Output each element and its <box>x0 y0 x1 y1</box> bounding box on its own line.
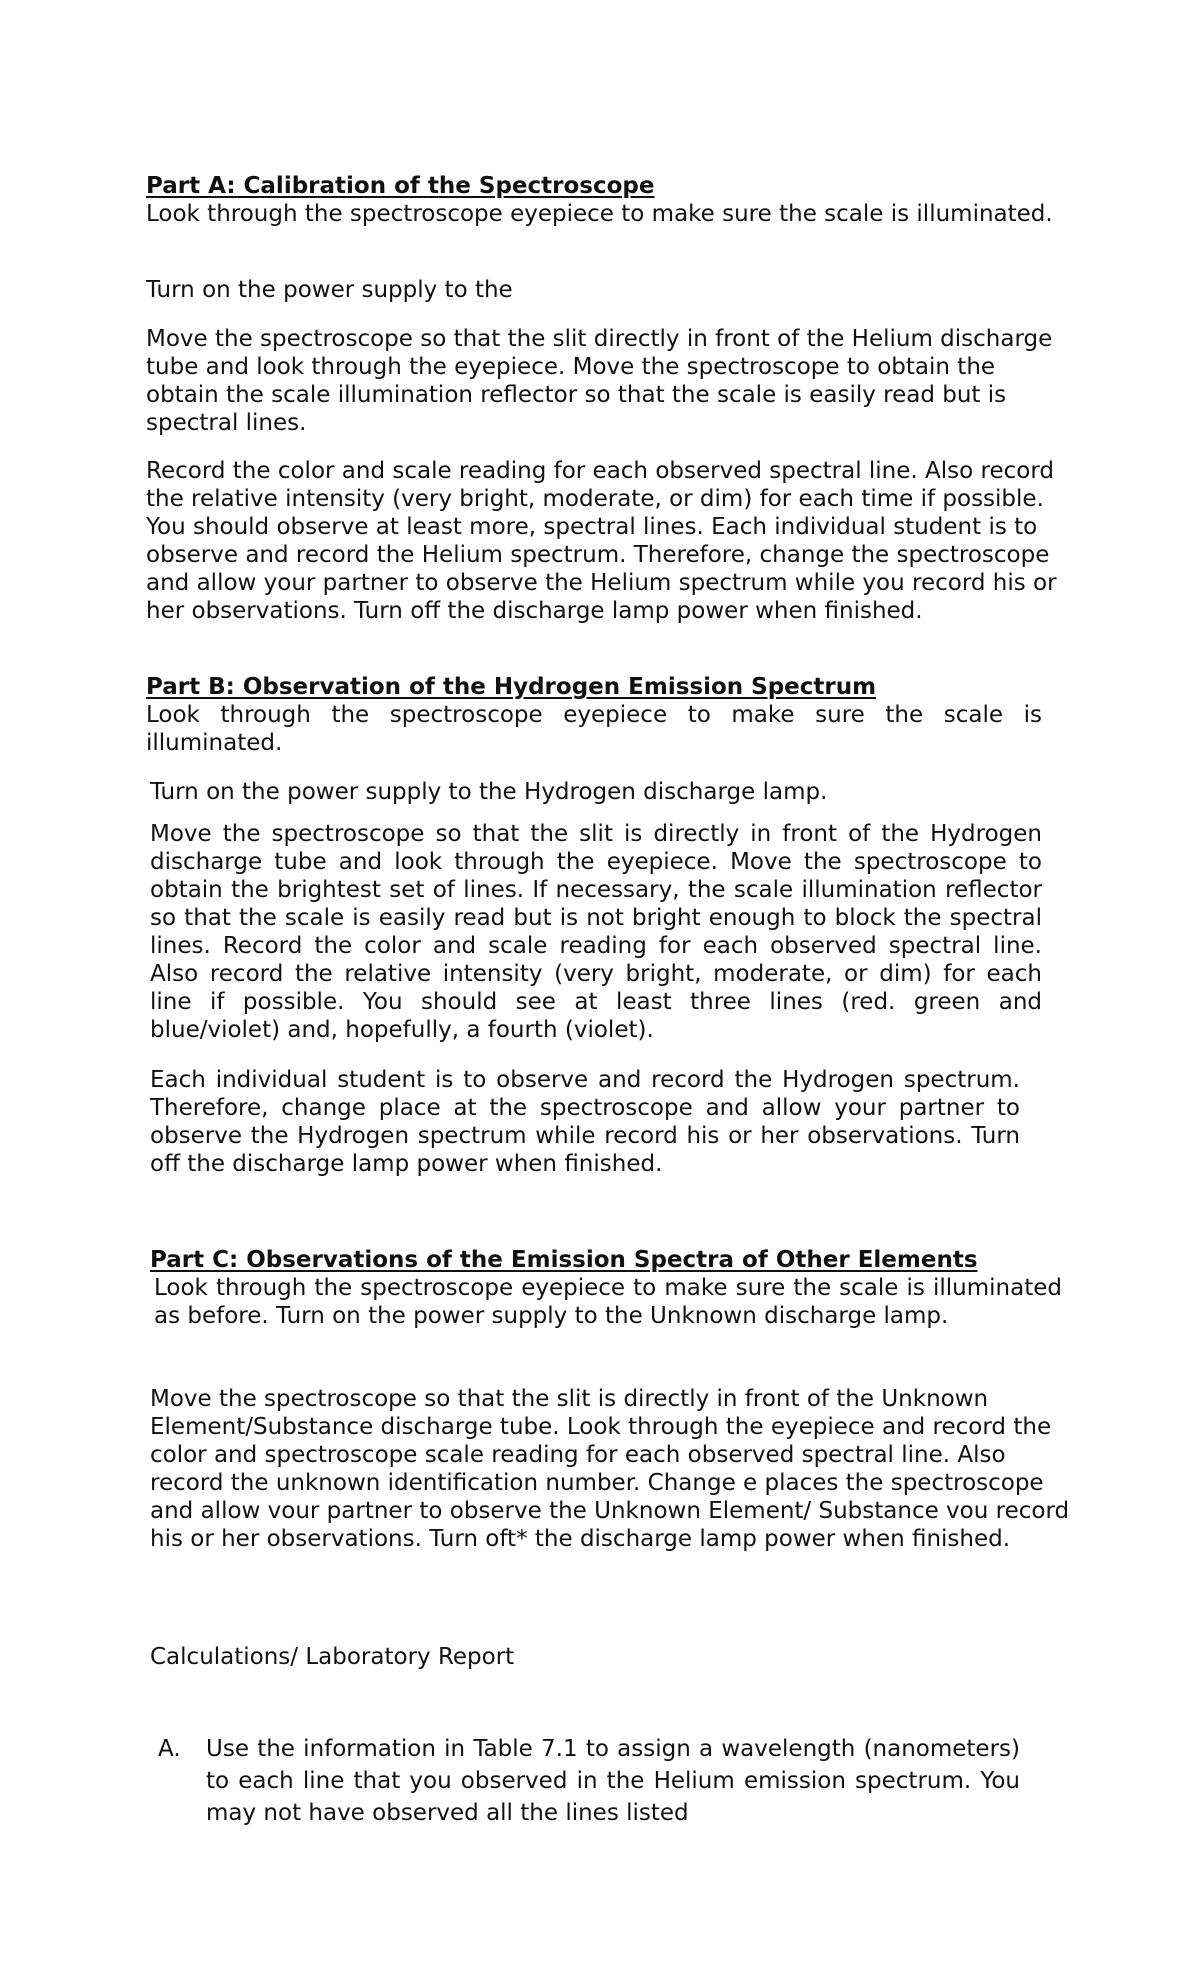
calculations-title: Calculations/ Laboratory Report <box>150 1644 515 1670</box>
part-a-paragraph-2: Turn on the power supply to the <box>146 277 513 303</box>
list-item-text: Use the information in Table 7.1 to assign a wavelength (nanometers) to each line that you observed in the Helium emission spectrum. You may not have observed all the lines listed <box>206 1736 1020 1826</box>
part-a-paragraph-3: Move the spectroscope so that the slit directly in front of the Helium discharge tube and look through the eyepiece. Move the spectroscope to obtain the obtain the scale illumination reflector so that the scale is easily read but is spectral lines. <box>146 326 1053 436</box>
part-b-paragraph-1: Look through the spectroscope eyepiece to make sure the scale is illuminated. <box>146 702 1042 756</box>
part-a-heading: Part A: Calibration of the Spectroscope <box>146 173 655 199</box>
part-c-paragraph-1: Look through the spectroscope eyepiece to make sure the scale is illuminated as before. Turn on the power supply to the Unknown discharge lamp. <box>154 1275 1062 1329</box>
part-b-paragraph-3: Move the spectroscope so that the slit is directly in front of the Hydrogen discharge tube and look through the eyepiece. Move the spectroscope to obtain the brightest set of lines. If necessary, the scale illumination reflector so that the scale is easily read but is not bright enough to block the spectral lines. Record the color and scale reading for each observed spectral line. Also record the relative intensity (very bright, moderate, or dim) for each line if possible. You should see at least three lines (red. green and blue/violet) and, hopefully, a fourth (violet). <box>150 821 1042 1043</box>
list-item-marker: A. <box>158 1736 181 1762</box>
part-b-heading: Part B: Observation of the Hydrogen Emission Spectrum <box>146 674 877 700</box>
part-a-paragraph-4: Record the color and scale reading for each observed spectral line. Also record the relative intensity (very bright, moderate, or dim) for each time if possible. You should observe at least more, spectral lines. Each individual student is to observe and record the Helium spectrum. Therefore, change the spectroscope and allow your partner to observe the Helium spectrum while you record his or her observations. Turn off the discharge lamp power when finished. <box>146 458 1057 624</box>
part-c-heading: Part C: Observations of the Emission Spectra of Other Elements <box>150 1247 978 1273</box>
part-b-paragraph-2: Turn on the power supply to the Hydrogen discharge lamp. <box>150 779 828 805</box>
part-a-paragraph-1: Look through the spectroscope eyepiece to make sure the scale is illuminated. <box>146 201 1053 227</box>
part-b-paragraph-4: Each individual student is to observe and record the Hydrogen spectrum. Therefore, change place at the spectroscope and allow your partner to observe the Hydrogen spectrum while record his or her observations. Turn off the discharge lamp power when finished. <box>150 1067 1020 1177</box>
part-c-paragraph-2: Move the spectroscope so that the slit is directly in front of the Unknown Element/Substance discharge tube. Look through the eyepiece and record the color and spectroscope scale reading for each observed spectral line. Also record the unknown identification number. Change e places the spectroscope and allow vour partner to observe the Unknown Element/ Substance vou record his or her observations. Turn oft* the discharge lamp power when finished. <box>150 1386 1070 1552</box>
